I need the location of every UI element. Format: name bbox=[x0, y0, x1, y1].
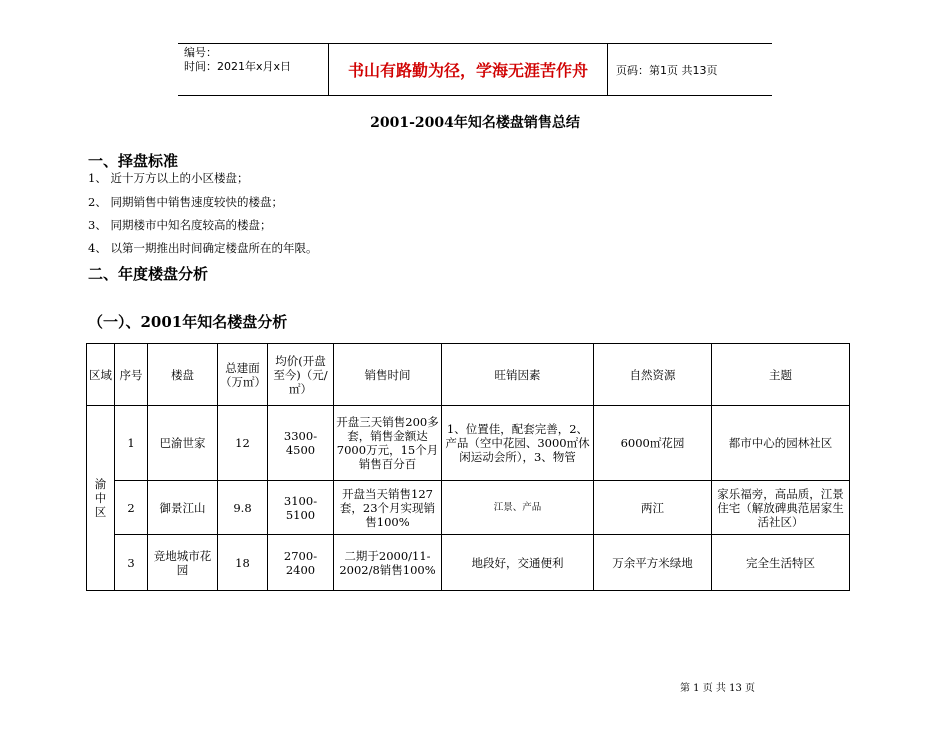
header-cell: 销售时间 bbox=[334, 344, 442, 406]
header-cell: 自然资源 bbox=[594, 344, 712, 406]
table-cell: 3300-4500 bbox=[268, 406, 334, 481]
table-cell: 家乐福旁，高品质，江景住宅（解放碑典范居家生活社区） bbox=[712, 481, 850, 535]
table-cell: 竞地城市花园 bbox=[148, 535, 218, 591]
table-cell: 1、位置佳，配套完善，2、产品（空中花园、3000㎡休闲运动会所），3、物管 bbox=[442, 406, 594, 481]
table-cell: 江景、产品 bbox=[442, 481, 594, 535]
header-cell: 楼盘 bbox=[148, 344, 218, 406]
section-heading-analysis: 二、年度楼盘分析 bbox=[88, 265, 209, 283]
time-label: 时间：2021年x月x日 bbox=[184, 60, 292, 73]
criteria-item: 1、 近十万方以上的小区楼盘； bbox=[88, 171, 249, 185]
region-cell: 渝中区 bbox=[87, 406, 115, 591]
header-cell: 旺销因素 bbox=[442, 344, 594, 406]
table-cell: 3100-5100 bbox=[268, 481, 334, 535]
table-cell: 完全生活特区 bbox=[712, 535, 850, 591]
header-cell: 序号 bbox=[115, 344, 148, 406]
number-label: 编号： bbox=[184, 46, 217, 59]
table-cell: 御景江山 bbox=[148, 481, 218, 535]
header-motto: 书山有路勤为径，学海无涯苦作舟 bbox=[329, 44, 608, 95]
table-cell: 9.8 bbox=[218, 481, 268, 535]
table-cell: 都市中心的园林社区 bbox=[712, 406, 850, 481]
table-row bbox=[87, 406, 850, 481]
table-row bbox=[87, 535, 850, 591]
table-header-row bbox=[87, 344, 850, 406]
table-cell: 开盘三天销售200多套，销售金额达7000万元，15个月销售百分百 bbox=[334, 406, 442, 481]
table-cell: 1 bbox=[115, 406, 148, 481]
table-cell: 2 bbox=[115, 481, 148, 535]
header-cell: 区域 bbox=[87, 344, 115, 406]
page-footer: 第 1 页 共 13 页 bbox=[680, 683, 755, 694]
property-table bbox=[86, 343, 850, 591]
criteria-item: 3、 同期楼市中知名度较高的楼盘； bbox=[88, 218, 272, 232]
header-cell: 总建面（万㎡） bbox=[218, 344, 268, 406]
header-page-label: 页码：第1页 共13页 bbox=[616, 63, 718, 77]
table-cell: 两江 bbox=[594, 481, 712, 535]
subsection-heading: （一）、2001年知名楼盘分析 bbox=[88, 313, 288, 331]
table-cell: 18 bbox=[218, 535, 268, 591]
table-cell: 2700-2400 bbox=[268, 535, 334, 591]
header-bar bbox=[178, 43, 772, 96]
table-cell: 3 bbox=[115, 535, 148, 591]
section-heading-criteria: 一、择盘标准 bbox=[88, 152, 179, 170]
header-meta bbox=[178, 44, 329, 95]
table-cell: 12 bbox=[218, 406, 268, 481]
table-cell: 地段好，交通便利 bbox=[442, 535, 594, 591]
criteria-item: 2、 同期销售中销售速度较快的楼盘； bbox=[88, 195, 283, 209]
document-title: 2001-2004年知名楼盘销售总结 bbox=[370, 115, 580, 131]
criteria-item: 4、 以第一期推出时间确定楼盘所在的年限。 bbox=[88, 241, 318, 255]
header-cell: 均价(开盘至今)（元/㎡） bbox=[268, 344, 334, 406]
table-cell: 开盘当天销售127套，23个月实现销售100% bbox=[334, 481, 442, 535]
table-cell: 二期于2000/11-2002/8销售100% bbox=[334, 535, 442, 591]
header-cell: 主题 bbox=[712, 344, 850, 406]
table-cell: 万余平方米绿地 bbox=[594, 535, 712, 591]
table-cell: 巴渝世家 bbox=[148, 406, 218, 481]
table-cell: 6000㎡花园 bbox=[594, 406, 712, 481]
table-row bbox=[87, 481, 850, 535]
